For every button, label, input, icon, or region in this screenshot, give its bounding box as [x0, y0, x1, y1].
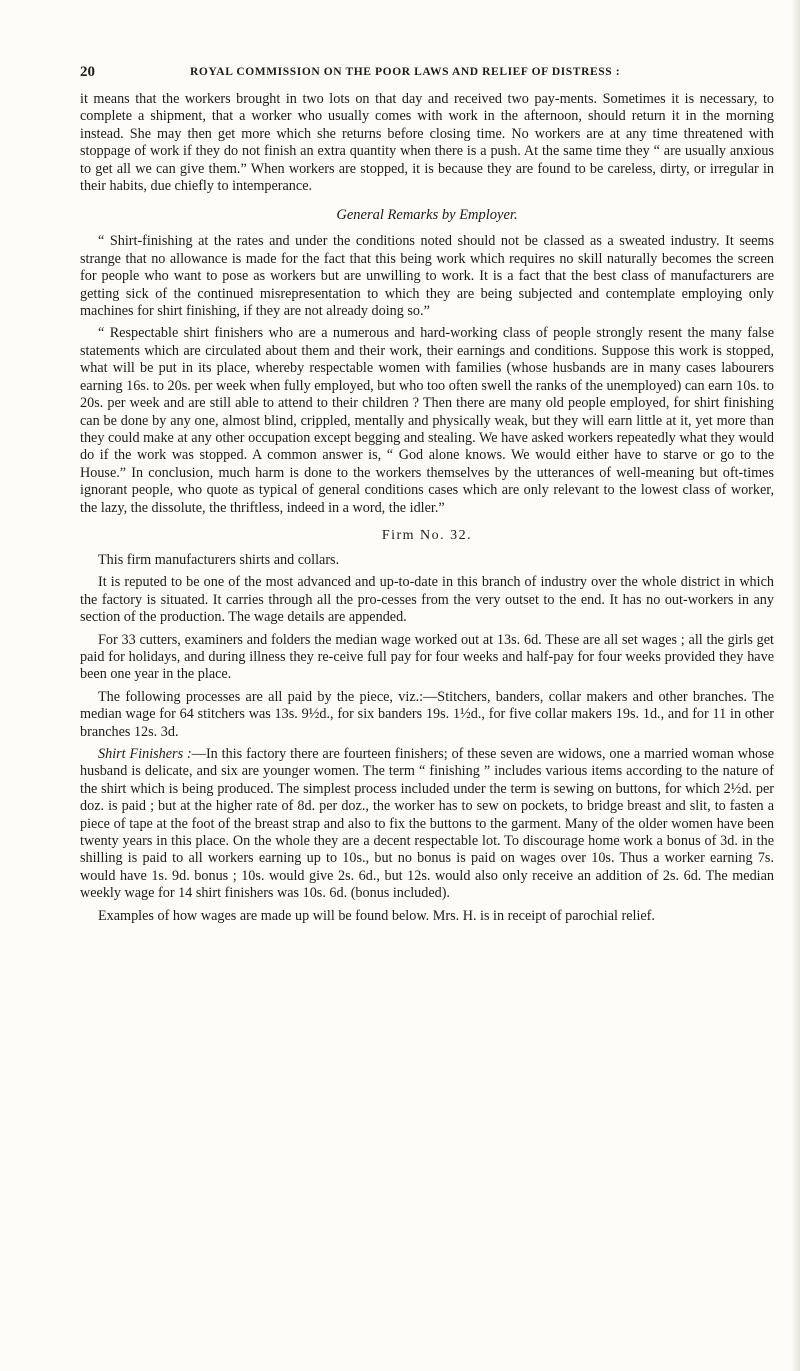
shirt-finishers-text: —In this factory there are fourteen finishers; of these seven are widows, one a married woman whose husband is delicate, and six are younger women. The term “ finishing ” includes various items according to the nature of the shirt which is being produced. The simplest process included under the term is sewing on buttons, for which 2½d. per doz. is paid ; but at the higher rate of 8d. per doz., the worker has to sew on pockets, to bridge breast and slit, to fasten a piece of tape at the foot of the breast strap and also to fix the buttons to the garment. Many of the older women have been twenty years in this place. On the whole they are a decent respectable lot. To discourage home work a bonus of 3d. in the shilling is paid to all workers earning up to 10s., but no bonus is paid on wages over 10s. Thus a worker earning 7s. would have 1s. 9d. bonus ; 10s. would give 2s. 6d., but 12s. would also only receive an addition of 2s. 6d. The median weekly wage for 14 shirt finishers was 10s. 6d. (bonus included). — [80, 746, 774, 902]
page-body — [80, 91, 774, 930]
section-heading: General Remarks by Employer. — [336, 207, 518, 224]
paragraph-employer-remarks-2: “ Respectable shirt finishers who are a numerous and hard-working class of people strongly resent the many false statements which are circulated about them and their work, their earnings and conditions. Suppose this work is stopped, what will be put in its place, whereby respectable women with families (whose husbands are in many cases labourers earning 16s. to 20s. per week when fully employed, but who too often swell the ranks of the unemployed) can earn 10s. to 20s. per week and are still able to attend to their children ? Then there are many old people employed, for shirt finishing can be done by any one, almost blind, crippled, mentally and physically weak, but they will earn little at it, yet more than they could make at any other occupation except begging and stealing. We have asked workers repeatedly what they would do if the work was stopped. A common answer is, “ God alone knows. We would either have to starve or go to the House.” In conclusion, much harm is done to the workers themselves by the utterances of well-meaning but oft-times ignorant people, who quote as typical of general conditions cases which are only relevant to the lowest class of worker, the lazy, the dissolute, the thriftless, indeed in a word, the idler.” — [80, 325, 774, 516]
page-number: 20 — [80, 64, 95, 80]
paragraph-cutters-wages: For 33 cutters, examiners and folders the median wage worked out at 13s. 6d. These are all set wages ; all the girls get paid for holidays, and during illness they re-ceive full pay for four weeks and half-pay for four weeks provided they have been one year in the place. — [80, 631, 774, 683]
paragraph-employer-remarks-1: “ Shirt-finishing at the rates and under the conditions noted should not be classed as a sweated industry. It seems strange that no allowance is made for the fact that this being work which requires no skill naturally becomes the screen for people who want to pose as workers but are unwilling to work. It is a fact that the best class of manufacturers are getting sick of the continued misrepresentation to which they are being subjected and contemplate employing only machines for shirt finishing, if they are not already doing so.” — [80, 233, 774, 320]
shirt-finishers-lead: Shirt Finishers : — [98, 746, 192, 762]
page-edge-shadow — [791, 0, 800, 1371]
paragraph-shirt-finishers — [80, 746, 774, 903]
firm-heading: Firm No. 32. — [381, 527, 473, 543]
running-title: ROYAL COMMISSION ON THE POOR LAWS AND RELIEF OF DISTRESS : — [190, 66, 621, 78]
paragraph-continuation: it means that the workers brought in two lots on that day and received two pay-ments. Sometimes it is necessary, to complete a shipment, that a worker who usually comes with work in the afternoon, should return it in the morning instead. She may then get more which she returns before closing time. No workers are at any time threatened with stoppage of work if they do not finish an extra quantity when there is a push. At the same time they “ are usually anxious to get all we can give them.” When workers are stopped, it is because they are found to be careless, dirty, or irregular in their habits, due chiefly to intemperance. — [80, 91, 774, 195]
paragraph-firm-intro: This firm manufacturers shirts and collars. — [98, 551, 340, 568]
paragraph-examples: Examples of how wages are made up will be found below. Mrs. H. is in receipt of parochial relief. — [98, 907, 655, 924]
paragraph-piece-work: The following processes are all paid by the piece, viz.:—Stitchers, banders, collar makers and other branches. The median wage for 64 stitchers was 13s. 9½d., for six banders 19s. 1½d., for five collar makers 19s. 1d., and for 11 in other branches 12s. 3d. — [80, 688, 774, 740]
paragraph-firm-reputation: It is reputed to be one of the most advanced and up-to-date in this branch of industry over the whole district in which the factory is situated. It carries through all the pro-cesses from the very outset to the end. It has no out-workers in any section of the production. The wage details are appended. — [80, 574, 774, 626]
page-header — [80, 64, 774, 84]
